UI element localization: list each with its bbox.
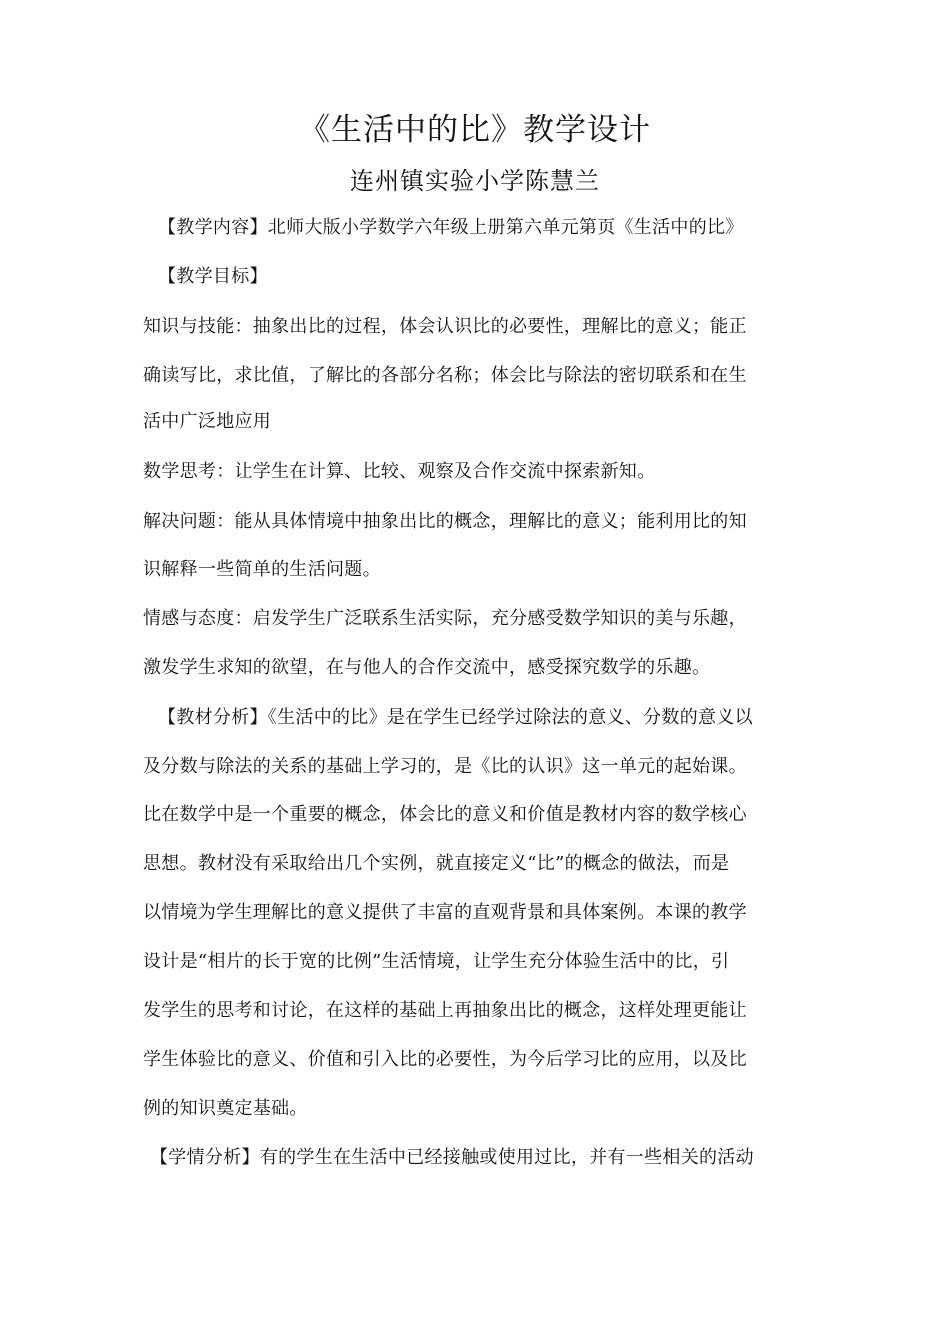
paragraph-line: 学生体验比的意义、价值和引入比的必要性，为今后学习比的应用，以及比 (143, 1049, 747, 1070)
paragraph-line: 发学生的思考和讨论，在这样的基础上再抽象出比的概念，这样处理更能让 (143, 1000, 747, 1021)
paragraph-line: 知识与技能：抽象出比的过程，体会认识比的必要性，理解比的意义；能正 (143, 316, 747, 337)
paragraph-line: 活中广泛地应用 (143, 411, 272, 432)
paragraph-line: 设计是“相片的长于宽的比例”生活情境，让学生充分体验生活中的比，引 (143, 951, 730, 972)
teaching-content-line: 【教学内容】北师大版小学数学六年级上册第六单元第页《生活中的比》 (158, 217, 744, 238)
paragraph-line: 例的知识奠定基础。 (143, 1098, 308, 1119)
paragraph-line: 识解释一些简单的生活问题。 (143, 559, 381, 580)
paragraph-line: 确读写比，求比值，了解比的各部分名称；体会比与除法的密切联系和在生 (143, 365, 747, 386)
document-title: 《生活中的比》教学设计 (299, 112, 651, 148)
author-line: 连州镇实验小学陈慧兰 (350, 167, 600, 195)
paragraph-line: 【学情分析】有的学生在生活中已经接触或使用过比，并有一些相关的活动 (150, 1147, 754, 1168)
paragraph-line: 以情境为学生理解比的意义提供了丰富的直观背景和具体案例。本课的教学 (143, 902, 747, 923)
paragraph-line: 数学思考：让学生在计算、比较、观察及合作交流中探索新知。 (143, 461, 656, 482)
paragraph-line: 思想。教材没有采取给出几个实例，就直接定义“比”的概念的做法，而是 (143, 853, 730, 874)
paragraph-line: 比在数学中是一个重要的概念，体会比的意义和价值是教材内容的数学核心 (143, 804, 747, 825)
paragraph-line: 及分数与除法的关系的基础上学习的，是《比的认识》这一单元的起始课。 (143, 756, 747, 777)
paragraph-line: 情感与态度：启发学生广泛联系生活实际，充分感受数学知识的美与乐趣， (143, 608, 747, 629)
paragraph-line: 解决问题：能从具体情境中抽象出比的概念，理解比的意义；能利用比的知 (143, 511, 747, 532)
paragraph-line: 【教材分析】《生活中的比》是在学生已经学过除法的意义、分数的意义以 (158, 707, 753, 728)
teaching-goals-heading: 【教学目标】 (158, 266, 268, 287)
paragraph-line: 激发学生求知的欲望，在与他人的合作交流中，感受探究数学的乐趣。 (143, 657, 711, 678)
